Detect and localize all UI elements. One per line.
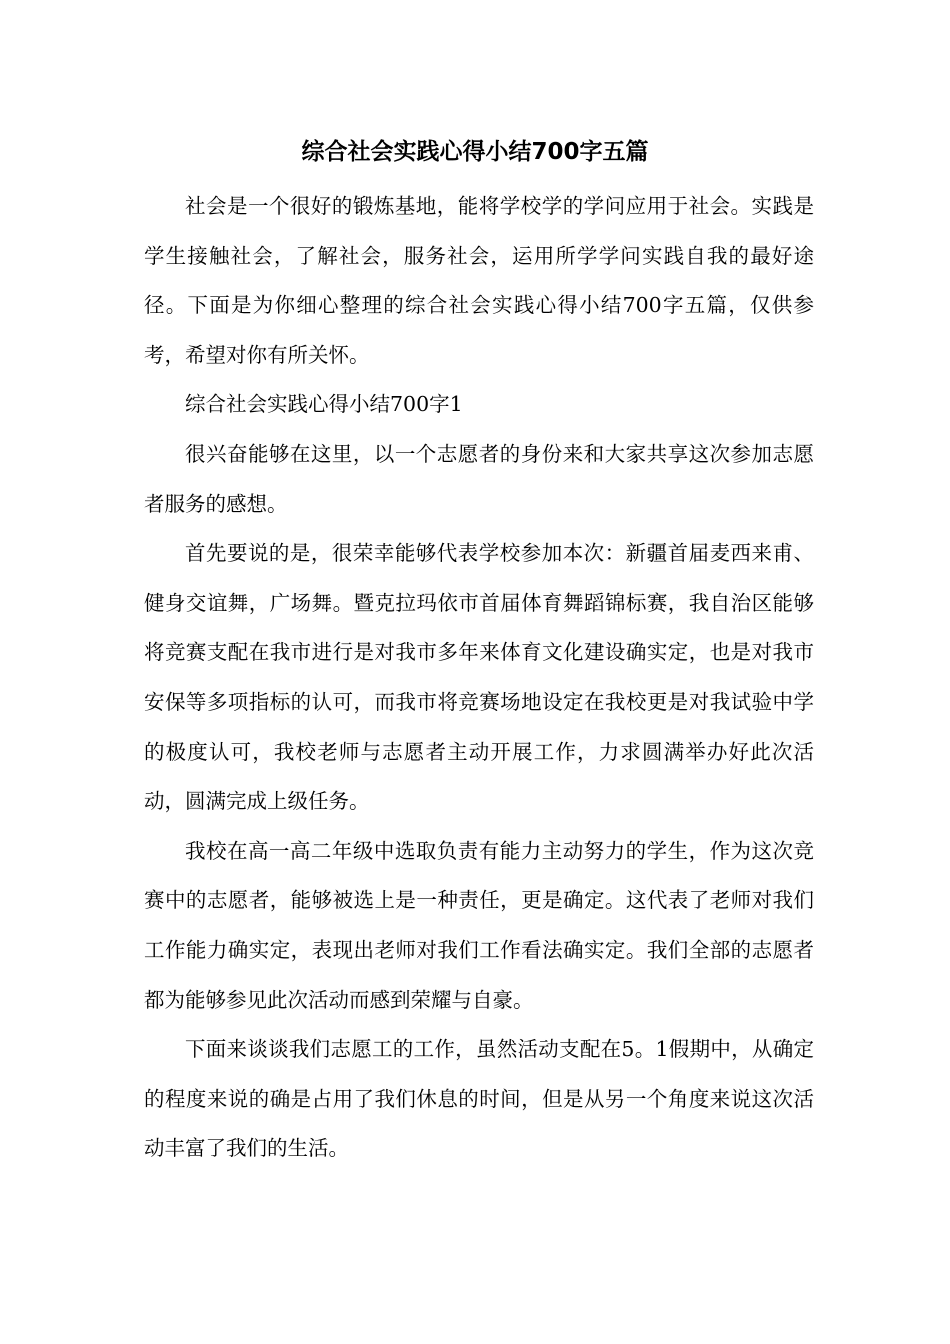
document-body — [144, 182, 814, 1174]
body-paragraph: 很兴奋能够在这里，以一个志愿者的身份来和大家共享这次参加志愿者服务的感想。 — [144, 441, 814, 516]
intro-paragraph: 社会是一个很好的锻炼基地，能将学校学的学问应用于社会。实践是学生接触社会，了解社会，服务社会，运用所学学问实践自我的最好途径。下面是为你细心整理的综合社会实践心得小结700字五篇，仅供参考，希望对你有所关怀。 — [144, 194, 814, 367]
body-paragraph: 我校在高一高二年级中选取负责有能力主动努力的学生，作为这次竞赛中的志愿者，能够被选上是一种责任，更是确定。这代表了老师对我们工作能力确实定，表现出老师对我们工作看法确实定。我们全部的志愿者都为能够参见此次活动而感到荣耀与自豪。 — [144, 838, 814, 1012]
body-paragraph: 首先要说的是，很荣幸能够代表学校参加本次：新疆首届麦西来甫、健身交谊舞，广场舞。暨克拉玛依市首届体育舞蹈锦标赛，我自治区能够将竞赛支配在我市进行是对我市多年来体育文化建设确实定，也是对我市安保等多项指标的认可，而我市将竞赛场地设定在我校更是对我试验中学的极度认可，我校老师与志愿者主动开展工作，力求圆满举办好此次活动，圆满完成上级任务。 — [144, 541, 814, 814]
body-paragraph: 下面来谈谈我们志愿工的工作，虽然活动支配在5。1假期中，从确定的程度来说的确是占用了我们休息的时间，但是从另一个角度来说这次活动丰富了我们的生活。 — [144, 1037, 814, 1161]
document-title: 综合社会实践心得小结700字五篇 — [301, 139, 649, 165]
section-heading-1: 综合社会实践心得小结700字1 — [185, 392, 463, 417]
